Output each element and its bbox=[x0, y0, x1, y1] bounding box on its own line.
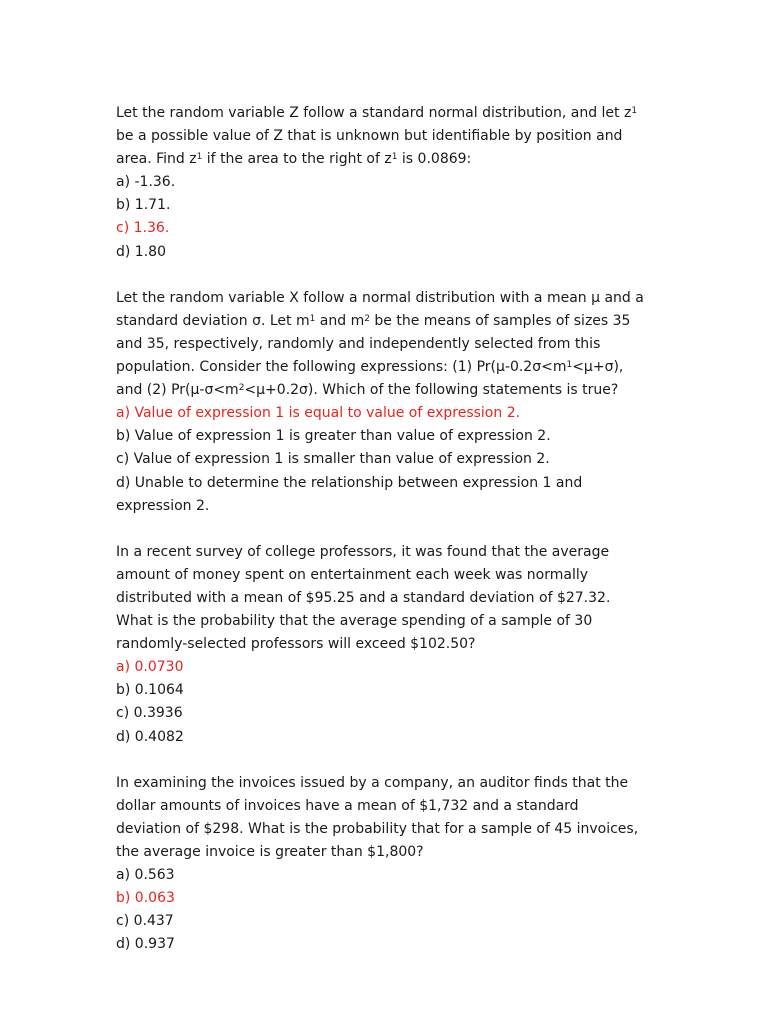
superscript: 2 bbox=[238, 383, 245, 394]
option-d: d) 0.4082 bbox=[116, 728, 184, 745]
question-3-stem-line: distributed with a mean of $95.25 and a standard deviation of $27.32. bbox=[116, 589, 611, 606]
question-3-stem-line: What is the probability that the average spending of a sample of 30 bbox=[116, 613, 593, 630]
option-b: b) 1.71. bbox=[116, 197, 171, 214]
question-3-stem-line: amount of money spent on entertainment each week was normally bbox=[116, 566, 589, 583]
stem-text: population. Consider the following expressions: (1) Pr(μ-0.2σ<m bbox=[116, 359, 567, 376]
superscript: 1 bbox=[631, 106, 638, 116]
question-4-stem-line: the average invoice is greater than $1,800? bbox=[116, 844, 424, 860]
option-b-correct: b) 0.063 bbox=[116, 890, 175, 907]
option-c-correct: c) 1.36. bbox=[116, 220, 170, 237]
question-2-stem-line bbox=[116, 310, 656, 333]
question-2-stem-line bbox=[116, 287, 656, 310]
superscript: 1 bbox=[196, 152, 203, 163]
question-2 bbox=[116, 287, 656, 518]
question-3 bbox=[116, 541, 656, 749]
question-4-stem-line: In examining the invoices issued by a company, an auditor finds that the bbox=[116, 774, 629, 791]
stem-text: Let the random variable X follow a normal distribution with a mean μ and a bbox=[116, 289, 644, 306]
stem-text: <μ+0.2σ). Which of the following statements is true? bbox=[244, 382, 619, 399]
question-4-stem-line: dollar amounts of invoices have a mean of $1,732 and a standard bbox=[116, 797, 579, 814]
superscript: 1 bbox=[566, 360, 573, 371]
superscript: 1 bbox=[309, 313, 316, 324]
question-2-stem-line bbox=[116, 379, 656, 402]
stem-text: if the area to the right of z bbox=[206, 151, 392, 168]
option-a: a) -1.36. bbox=[116, 174, 176, 191]
option-c: c) 0.437 bbox=[116, 913, 174, 930]
option-d-continued: expression 2. bbox=[116, 497, 210, 514]
stem-text: be the means of samples of sizes 35 bbox=[374, 312, 631, 329]
question-2-stem-line bbox=[116, 356, 656, 379]
question-1-stem-line bbox=[116, 125, 656, 148]
document-page bbox=[116, 102, 656, 956]
stem-text: is 0.0869: bbox=[401, 151, 472, 168]
stem-text: and 35, respectively, randomly and independently selected from this bbox=[116, 335, 601, 352]
option-c: c) 0.3936 bbox=[116, 705, 183, 722]
superscript: 1 bbox=[391, 152, 398, 163]
option-d: d) 1.80 bbox=[116, 243, 166, 260]
superscript: 2 bbox=[364, 313, 370, 324]
option-b: b) 0.1064 bbox=[116, 682, 184, 699]
stem-text: standard deviation σ. Let m bbox=[116, 312, 310, 329]
option-a-correct: a) Value of expression 1 is equal to value of expression 2. bbox=[116, 405, 521, 422]
question-3-stem-line: randomly-selected professors will exceed $102.50? bbox=[116, 636, 476, 653]
option-d: d) 0.937 bbox=[116, 936, 175, 953]
option-a: a) 0.563 bbox=[116, 867, 175, 884]
question-1-stem-line bbox=[116, 102, 656, 125]
question-1 bbox=[116, 102, 656, 264]
stem-text: Let the random variable Z follow a standard normal distribution, and let z bbox=[116, 105, 632, 121]
stem-text: and m bbox=[319, 312, 365, 329]
question-4 bbox=[116, 772, 656, 957]
stem-text: be a possible value of Z that is unknown but identifiable by position and bbox=[116, 128, 623, 145]
stem-text: area. Find z bbox=[116, 151, 197, 168]
stem-text: <μ+σ), bbox=[572, 359, 624, 376]
stem-text: and (2) Pr(μ-σ<m bbox=[116, 382, 239, 399]
option-c: c) Value of expression 1 is smaller than value of expression 2. bbox=[116, 451, 550, 468]
option-b: b) Value of expression 1 is greater than value of expression 2. bbox=[116, 428, 551, 445]
question-4-stem-line: deviation of $298. What is the probability that for a sample of 45 invoices, bbox=[116, 820, 639, 837]
question-3-stem-line: In a recent survey of college professors, it was found that the average bbox=[116, 543, 610, 560]
question-2-stem-line bbox=[116, 333, 656, 356]
question-1-stem-line bbox=[116, 148, 656, 171]
option-d: d) Unable to determine the relationship between expression 1 and bbox=[116, 474, 583, 491]
option-a-correct: a) 0.0730 bbox=[116, 659, 184, 676]
